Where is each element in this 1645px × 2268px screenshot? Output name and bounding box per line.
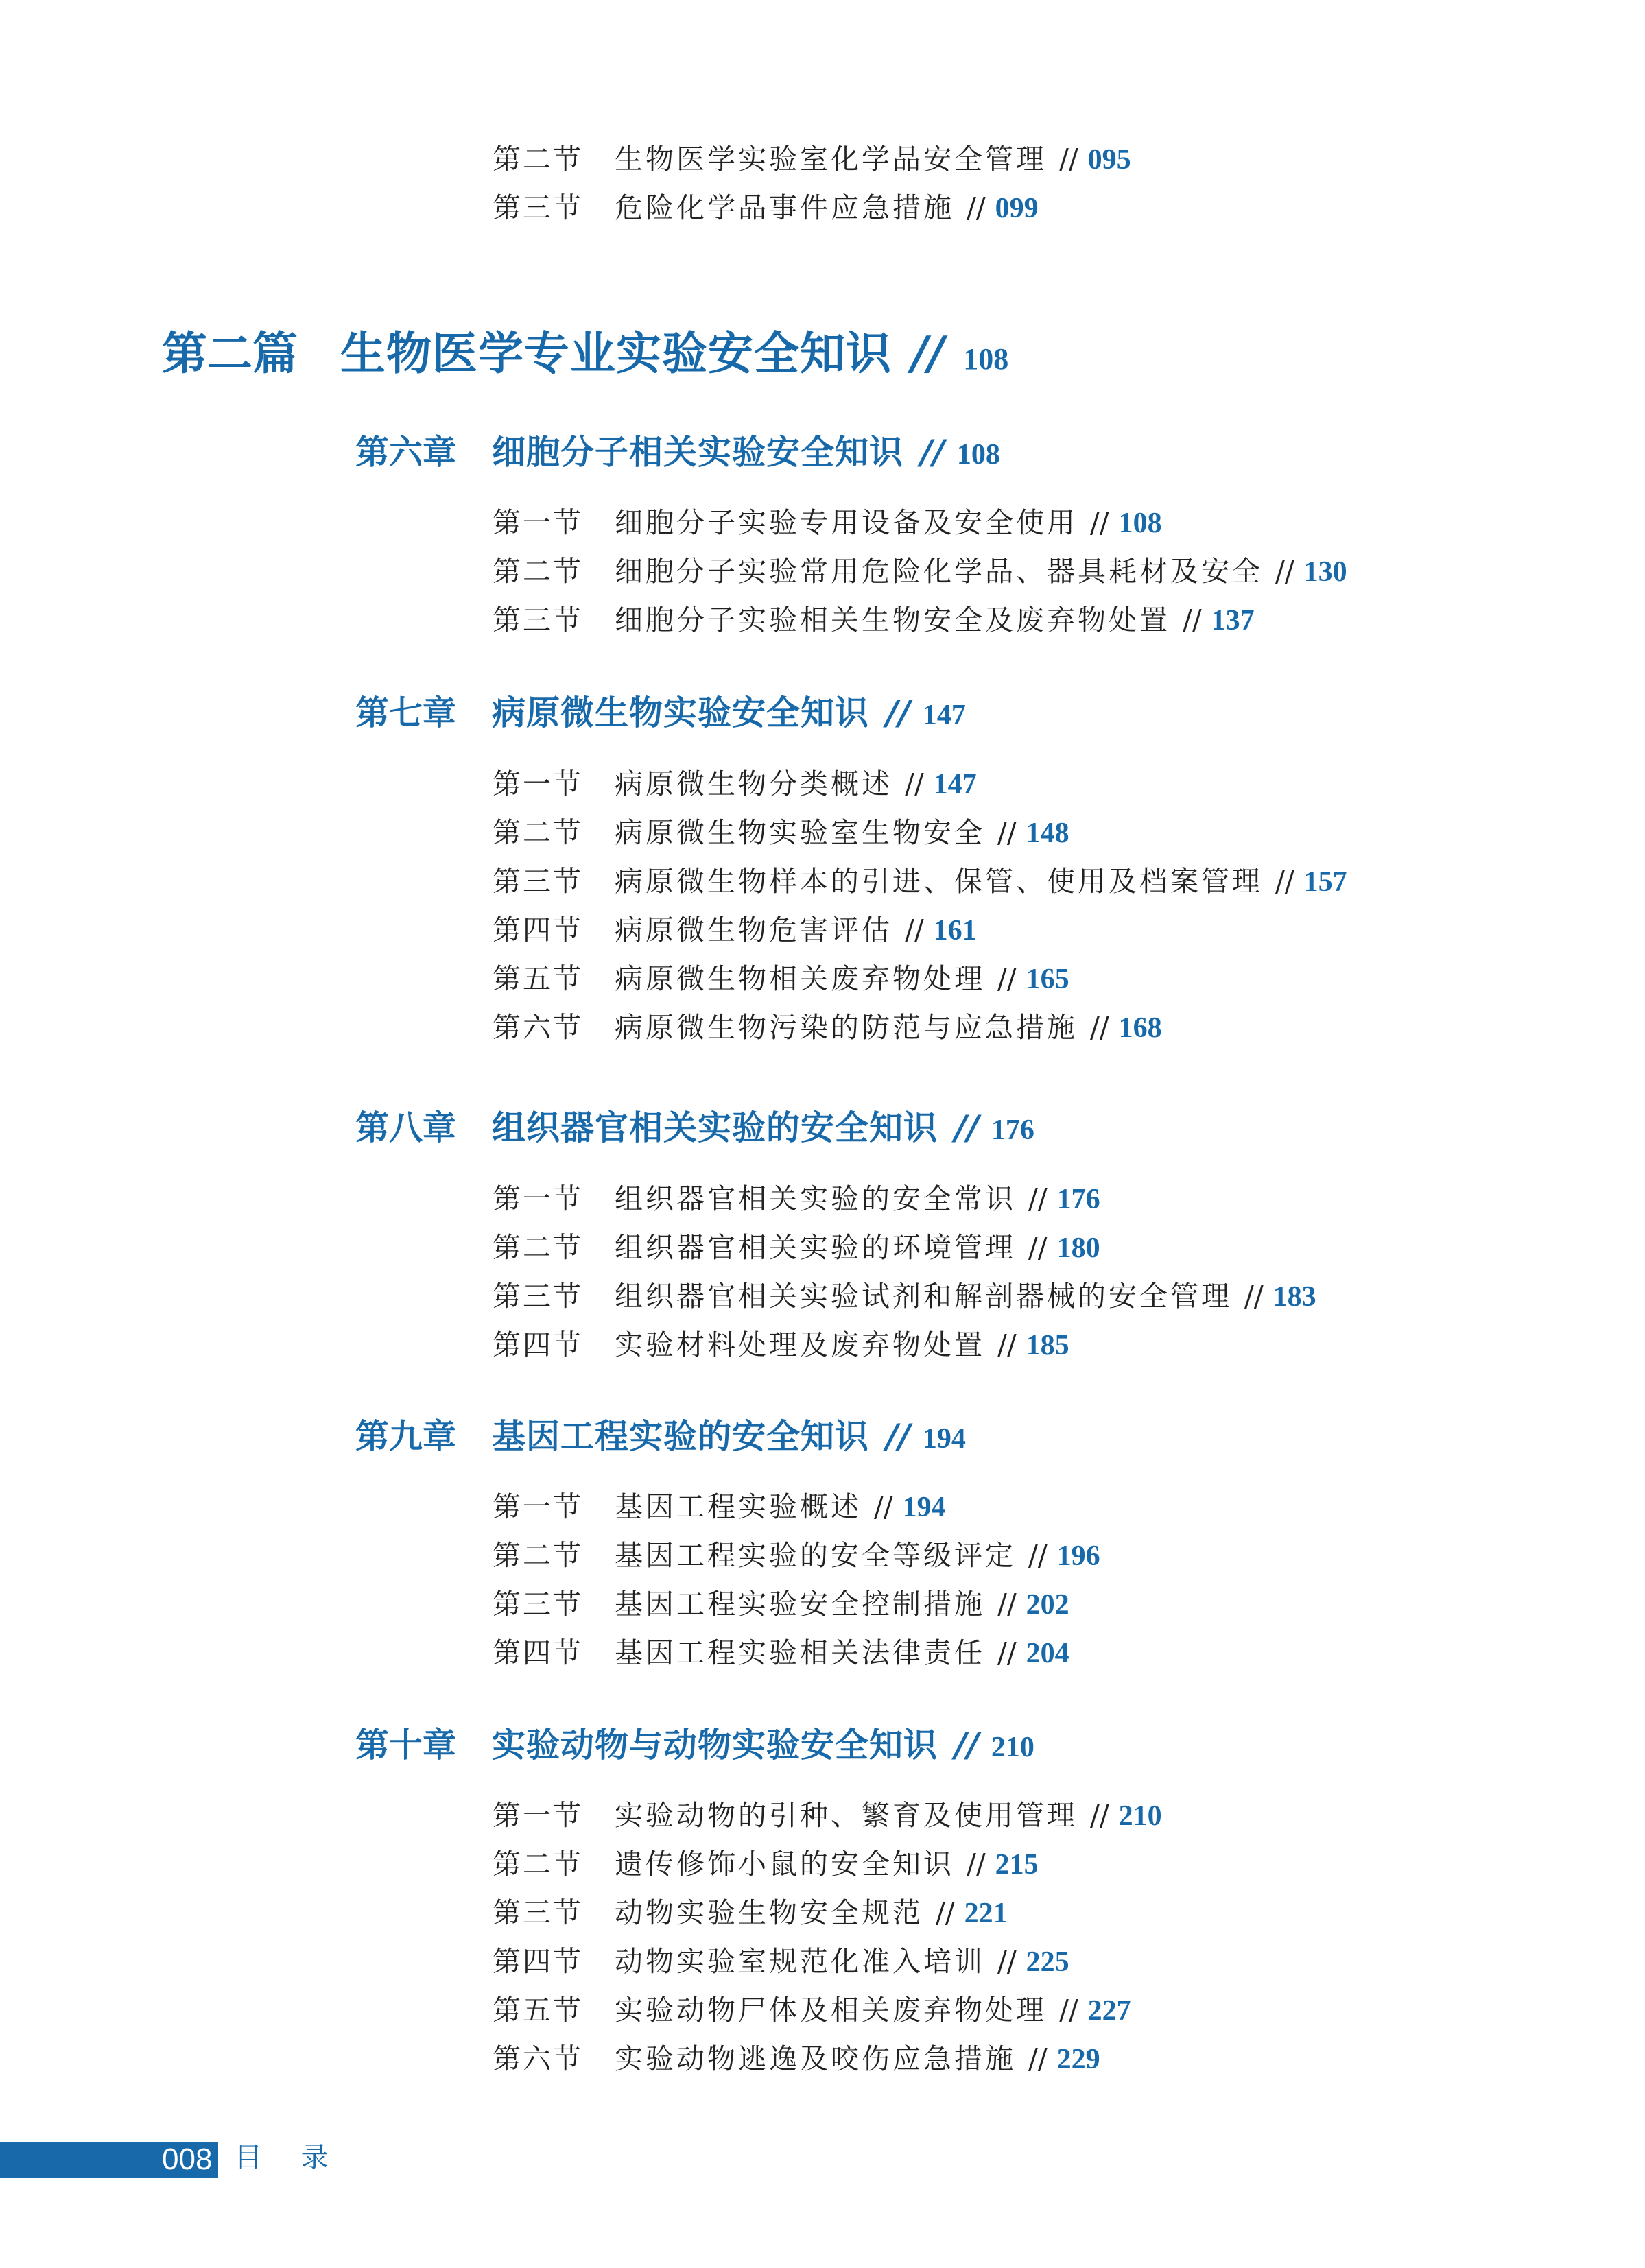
- section-number: 第二节: [493, 816, 583, 849]
- page-number: 215: [995, 1849, 1039, 1881]
- separator: //: [886, 1416, 910, 1456]
- section-title: 细胞分子实验常用危险化学品、器具耗材及安全: [615, 555, 1263, 588]
- section-title: 动物实验生物安全规范: [615, 1896, 923, 1929]
- page-number: 157: [1303, 866, 1347, 898]
- toc-section-row[interactable]: [493, 1231, 1100, 1264]
- separator: //: [997, 1328, 1017, 1361]
- toc-section-row[interactable]: [493, 2042, 1100, 2075]
- section-title: 病原微生物分类概述: [615, 767, 892, 800]
- separator: //: [997, 816, 1017, 849]
- separator: //: [1028, 2042, 1048, 2075]
- toc-chapter-heading[interactable]: [355, 693, 966, 732]
- separator: //: [1090, 1011, 1109, 1044]
- toc-chapter-heading[interactable]: [355, 1416, 966, 1456]
- section-number: 第一节: [493, 1490, 583, 1523]
- section-number: 第一节: [493, 1182, 583, 1215]
- section-number: 第一节: [493, 767, 583, 800]
- section-title: 组织器官相关实验的环境管理: [615, 1231, 1016, 1264]
- chapter-title: 组织器官相关实验的安全知识: [492, 1108, 938, 1147]
- toc-section-row[interactable]: [493, 145, 1131, 174]
- chapter-title: 细胞分子相关实验安全知识: [492, 433, 904, 472]
- toc-section-row[interactable]: [493, 1011, 1162, 1044]
- page-number: 221: [964, 1898, 1008, 1929]
- separator: //: [1275, 865, 1294, 898]
- page-number: 210: [1118, 1800, 1162, 1832]
- section-number: 第三节: [493, 1280, 583, 1313]
- page-number: 137: [1211, 605, 1255, 636]
- page-number: 180: [1056, 1232, 1100, 1264]
- section-number: 第三节: [493, 604, 583, 636]
- section-number: 第一节: [493, 506, 583, 539]
- section-title: 实验材料处理及废弃物处置: [615, 1328, 985, 1361]
- section-number: 第二节: [493, 1539, 583, 1572]
- toc-chapter-heading[interactable]: [355, 1725, 1034, 1765]
- separator: //: [967, 191, 986, 224]
- toc-section-row[interactable]: [493, 1490, 946, 1523]
- page-number: 185: [1026, 1330, 1069, 1361]
- section-number: 第一节: [493, 1799, 583, 1832]
- section-title: 基因工程实验概述: [615, 1490, 862, 1523]
- page-number: 229: [1056, 2044, 1100, 2075]
- page-number: 168: [1118, 1012, 1162, 1044]
- section-number: 第四节: [493, 1945, 583, 1978]
- separator: //: [954, 1108, 979, 1147]
- toc-section-row[interactable]: [493, 1182, 1100, 1215]
- separator: //: [1059, 1994, 1078, 2027]
- separator: //: [1090, 506, 1109, 539]
- separator: //: [886, 693, 910, 732]
- toc-section-row[interactable]: [493, 1850, 1039, 1879]
- toc-section-row[interactable]: [493, 767, 977, 800]
- section-number: 第三节: [493, 865, 583, 898]
- chapter-number: 第六章: [355, 433, 457, 472]
- section-title: 实验动物尸体及相关废弃物处理: [615, 1994, 1047, 2027]
- section-number: 第五节: [493, 1994, 583, 2027]
- toc-section-row[interactable]: [493, 962, 1069, 995]
- section-number: 第二节: [493, 143, 583, 176]
- page-number: 108: [1118, 508, 1162, 539]
- section-title: 危险化学品事件应急措施: [615, 191, 954, 224]
- part-title: 生物医学专业实验安全知识: [340, 327, 892, 380]
- separator: //: [1028, 1539, 1048, 1572]
- chapter-title: 基因工程实验的安全知识: [492, 1417, 870, 1456]
- page-number: 095: [1087, 144, 1131, 176]
- toc-section-row[interactable]: [493, 816, 1069, 849]
- chapter-number: 第八章: [355, 1108, 457, 1147]
- toc-section-row[interactable]: [493, 865, 1347, 898]
- separator: //: [1090, 1799, 1109, 1832]
- section-number: 第二节: [493, 555, 583, 588]
- page-number: 227: [1087, 1995, 1131, 2027]
- section-number: 第五节: [493, 962, 583, 995]
- section-title: 病原微生物污染的防范与应急措施: [615, 1011, 1078, 1044]
- toc-section-row[interactable]: [493, 191, 1039, 224]
- separator: //: [1059, 143, 1078, 176]
- separator: //: [1244, 1280, 1264, 1313]
- page-number: 130: [1303, 556, 1347, 588]
- separator: //: [997, 1588, 1017, 1621]
- page-number: 165: [1026, 964, 1069, 995]
- page-number: 202: [1026, 1589, 1069, 1621]
- separator: //: [936, 1896, 955, 1929]
- section-number: 第三节: [493, 1588, 583, 1621]
- chapter-number: 第十章: [355, 1726, 457, 1765]
- section-title: 动物实验室规范化准入培训: [615, 1945, 985, 1978]
- page-number: 176: [1056, 1184, 1100, 1215]
- section-number: 第四节: [493, 1636, 583, 1669]
- toc-section-row[interactable]: [493, 1539, 1100, 1572]
- section-number: 第二节: [493, 1848, 583, 1881]
- page-number: 196: [1056, 1540, 1100, 1572]
- section-title: 病原微生物危害评估: [615, 914, 892, 946]
- chapter-number: 第九章: [355, 1417, 457, 1456]
- page-number: 099: [995, 193, 1039, 224]
- separator: //: [905, 914, 924, 946]
- page-number: 147: [933, 769, 977, 800]
- separator: //: [874, 1490, 893, 1523]
- page-number: 183: [1273, 1281, 1316, 1313]
- page-number: 225: [1026, 1946, 1069, 1978]
- page-number: 148: [1026, 817, 1069, 849]
- separator: //: [997, 1945, 1017, 1978]
- footer-label: 目 录: [235, 2142, 344, 2173]
- chapter-title: 病原微生物实验安全知识: [492, 693, 870, 732]
- section-title: 细胞分子实验相关生物安全及废弃物处置: [615, 604, 1170, 636]
- separator: //: [967, 1848, 986, 1881]
- toc-section-row[interactable]: [493, 916, 977, 945]
- separator: //: [997, 1636, 1017, 1669]
- separator: //: [997, 962, 1017, 995]
- section-title: 组织器官相关实验的安全常识: [615, 1182, 1016, 1215]
- page-number: 108: [956, 439, 1000, 470]
- separator: //: [1028, 1231, 1048, 1264]
- chapter-title: 实验动物与动物实验安全知识: [492, 1726, 938, 1765]
- section-number: 第四节: [493, 1328, 583, 1361]
- toc-section-row[interactable]: [493, 1996, 1131, 2025]
- section-title: 病原微生物实验室生物安全: [615, 816, 985, 849]
- toc-section-row[interactable]: [493, 555, 1347, 588]
- toc-chapter-heading[interactable]: [355, 1108, 1034, 1147]
- section-title: 基因工程实验相关法律责任: [615, 1636, 985, 1669]
- section-title: 病原微生物样本的引进、保管、使用及档案管理: [615, 865, 1263, 898]
- chapter-number: 第七章: [355, 693, 457, 732]
- separator: //: [911, 326, 945, 380]
- toc-section-row[interactable]: [493, 1590, 1069, 1619]
- separator: //: [954, 1725, 979, 1765]
- section-title: 组织器官相关实验试剂和解剖器械的安全管理: [615, 1280, 1232, 1313]
- page-number: 176: [991, 1114, 1034, 1146]
- page-number: 194: [902, 1492, 946, 1523]
- section-title: 实验动物逃逸及咬伤应急措施: [615, 2042, 1016, 2075]
- section-number: 第六节: [493, 2042, 583, 2075]
- page-number: 161: [933, 915, 977, 946]
- toc-chapter-heading[interactable]: [355, 432, 1000, 472]
- section-number: 第三节: [493, 1896, 583, 1929]
- separator: //: [905, 767, 924, 800]
- toc-section-row[interactable]: [493, 1896, 1008, 1929]
- toc-section-row[interactable]: [493, 1328, 1069, 1361]
- toc-section-row[interactable]: [493, 606, 1255, 635]
- separator: //: [920, 432, 945, 472]
- toc-section-row[interactable]: [493, 1636, 1069, 1669]
- section-number: 第二节: [493, 1231, 583, 1264]
- toc-section-row[interactable]: [493, 1799, 1162, 1832]
- separator: //: [1275, 555, 1294, 588]
- page-number: 147: [922, 700, 966, 731]
- footer-page-number: 008: [162, 2142, 213, 2176]
- page-number: 194: [922, 1423, 966, 1455]
- section-title: 生物医学实验室化学品安全管理: [615, 143, 1047, 176]
- section-title: 基因工程实验安全控制措施: [615, 1588, 985, 1621]
- section-title: 遗传修饰小鼠的安全知识: [615, 1848, 954, 1881]
- section-number: 第三节: [493, 191, 583, 224]
- section-title: 病原微生物相关废弃物处理: [615, 962, 985, 995]
- page-number: 210: [991, 1732, 1034, 1763]
- part-number: 第二篇: [162, 327, 298, 380]
- page-number: 204: [1026, 1638, 1069, 1669]
- toc-section-row[interactable]: [493, 506, 1162, 539]
- page-number: 108: [963, 342, 1009, 376]
- toc-section-row[interactable]: [493, 1945, 1069, 1978]
- section-number: 第六节: [493, 1011, 583, 1044]
- toc-part-heading[interactable]: [162, 326, 1009, 380]
- section-number: 第四节: [493, 914, 583, 946]
- separator: //: [1183, 604, 1202, 636]
- toc-section-row[interactable]: [493, 1282, 1316, 1311]
- separator: //: [1028, 1182, 1048, 1215]
- section-title: 基因工程实验的安全等级评定: [615, 1539, 1016, 1572]
- section-title: 细胞分子实验专用设备及安全使用: [615, 506, 1078, 539]
- section-title: 实验动物的引种、繁育及使用管理: [615, 1799, 1078, 1832]
